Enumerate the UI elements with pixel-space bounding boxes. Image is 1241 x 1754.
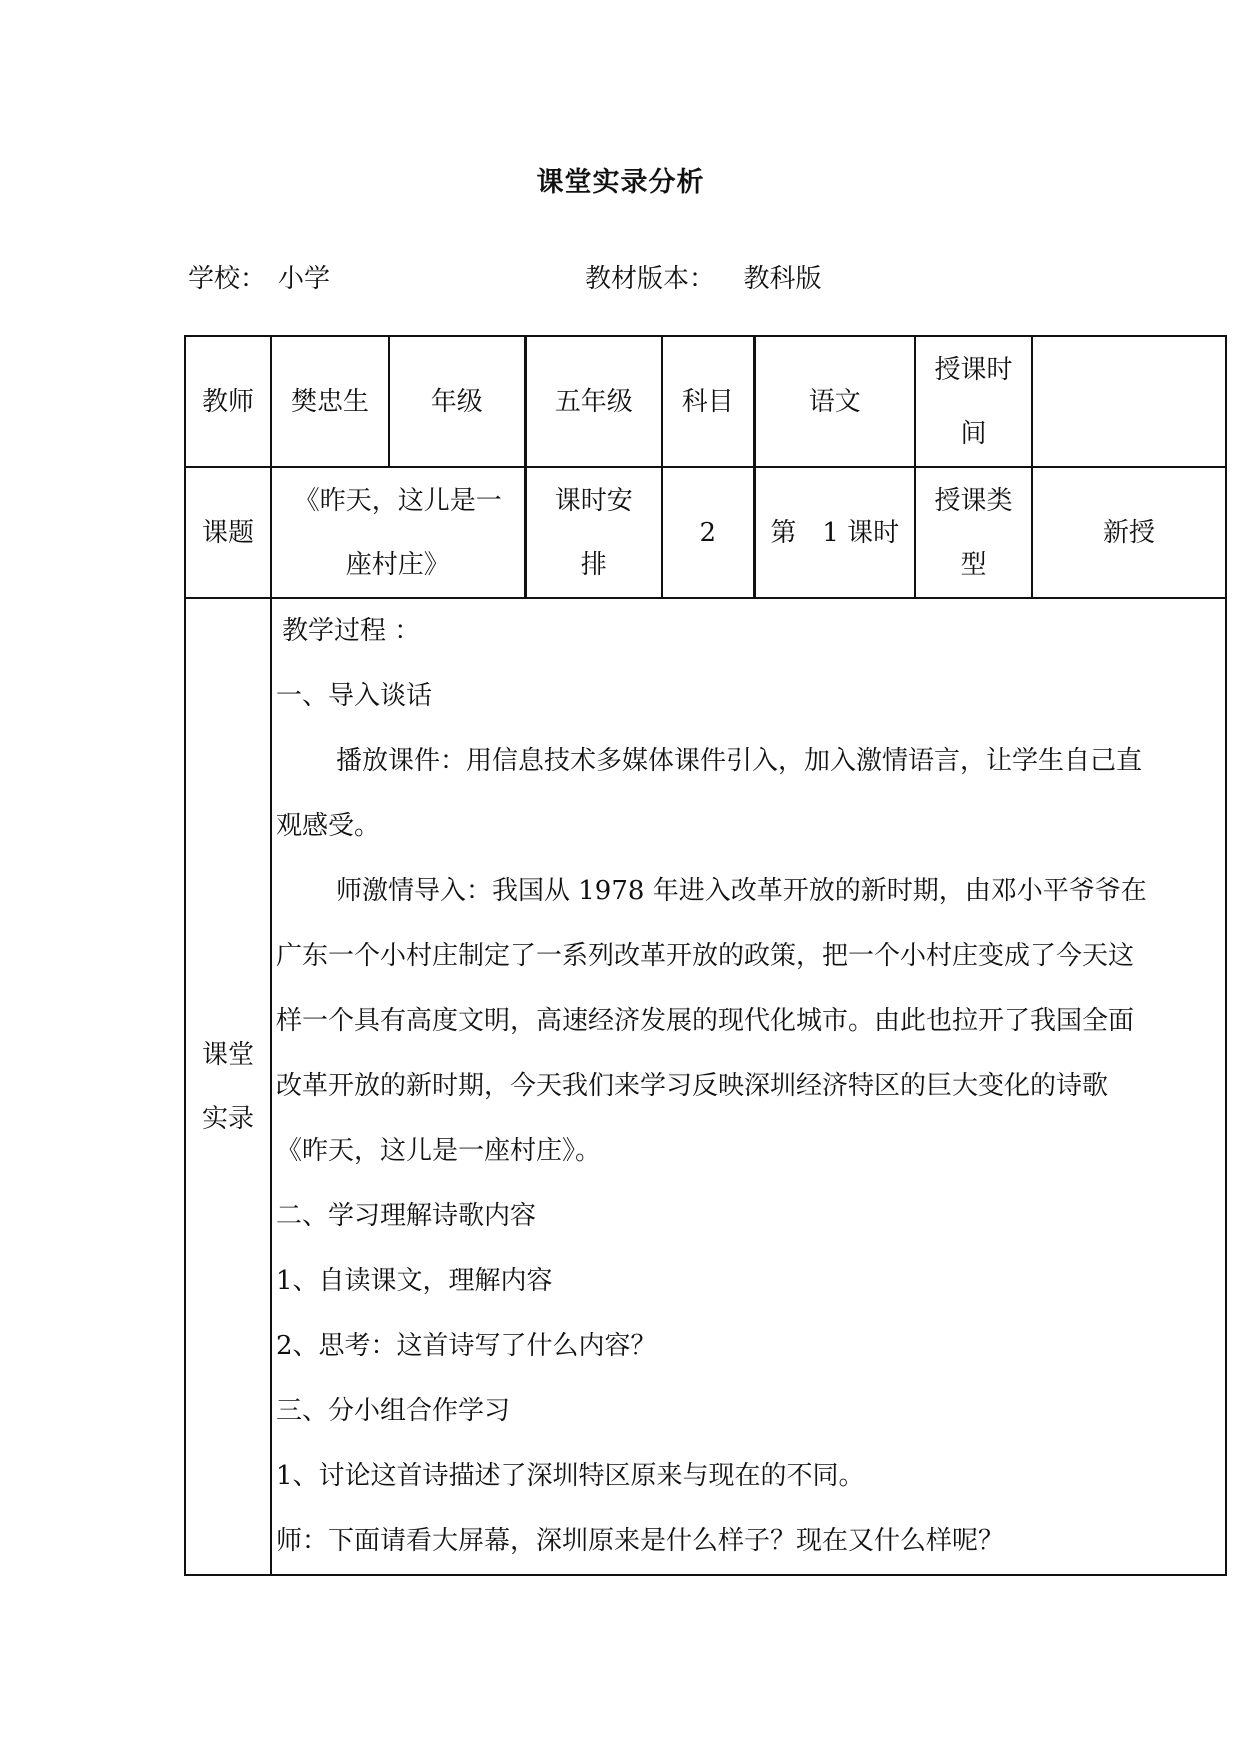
teacher-value: 樊忠生 xyxy=(271,336,389,467)
grade-label: 年级 xyxy=(389,336,525,467)
content-line: 观感受。 xyxy=(276,811,381,841)
content-line: 教学过程 ： xyxy=(282,616,421,646)
topic-value-line-2: 座村庄》 xyxy=(345,549,450,580)
content-line: 一、导入谈话 xyxy=(276,681,433,711)
record-label xyxy=(185,598,271,1575)
type-label-line-1: 授课类 xyxy=(934,485,1013,516)
teacher-label: 教师 xyxy=(185,336,271,467)
content-line: 三、分小组合作学习 xyxy=(276,1396,511,1426)
record-label-line-2: 实录 xyxy=(201,1103,254,1134)
edition-value: 教科版 xyxy=(743,264,822,294)
hours-label-line-2: 排 xyxy=(580,549,607,580)
content-line: 《昨天，这儿是一座村庄》。 xyxy=(276,1136,602,1166)
table-row-teacher xyxy=(185,336,1226,467)
hours-label-line-1: 课时安 xyxy=(554,485,633,516)
content-line: 播放课件：用信息技术多媒体课件引入，加入激情语言，让学生自己直 xyxy=(336,746,1143,776)
content-line: 样一个具有高度文明，高速经济发展的现代化城市。由此也拉开了我国全面 xyxy=(276,1006,1135,1036)
content-line: 广东一个小村庄制定了一系列改革开放的政策，把一个小村庄变成了今天这 xyxy=(276,941,1135,971)
time-label-line-2: 间 xyxy=(960,418,987,449)
topic-label: 课题 xyxy=(185,467,271,598)
period-value: 第 1 课时 xyxy=(754,467,915,598)
edition-label: 教材版本： xyxy=(585,264,716,294)
time-value xyxy=(1032,336,1226,467)
table-row-record xyxy=(185,598,1226,1575)
school-info xyxy=(188,258,330,295)
subject-value: 语文 xyxy=(754,336,915,467)
document-title: 课堂实录分析 xyxy=(536,167,705,198)
school-label: 学校： xyxy=(188,264,267,294)
record-content xyxy=(271,598,1226,1575)
school-value: 小学 xyxy=(278,264,331,294)
topic-value-line-1: 《昨天，这儿是一 xyxy=(293,485,502,516)
record-label-line-1: 课堂 xyxy=(201,1039,254,1070)
lesson-table xyxy=(184,335,1227,1576)
content-line: 1、讨论这首诗描述了深圳特区原来与现在的不同。 xyxy=(276,1461,865,1491)
time-label-line-1: 授课时 xyxy=(934,354,1013,385)
content-line: 1、自读课文，理解内容 xyxy=(276,1266,553,1296)
content-line: 二、学习理解诗歌内容 xyxy=(276,1201,537,1231)
content-line: 2、思考：这首诗写了什么内容？ xyxy=(276,1331,657,1361)
time-label xyxy=(915,336,1032,467)
table-row-topic xyxy=(185,467,1226,598)
type-value: 新授 xyxy=(1032,467,1226,598)
edition-info xyxy=(585,258,822,295)
type-label-line-2: 型 xyxy=(960,549,987,580)
topic-value xyxy=(271,467,525,598)
content-line: 师：下面请看大屏幕，深圳原来是什么样子？现在又什么样呢？ xyxy=(276,1526,1005,1556)
hours-value: 2 xyxy=(662,467,754,598)
hours-label xyxy=(525,467,662,598)
subject-label: 科目 xyxy=(662,336,754,467)
content-line: 改革开放的新时期，今天我们来学习反映深圳经济特区的巨大变化的诗歌 xyxy=(276,1071,1109,1101)
type-label xyxy=(915,467,1032,598)
content-line: 师激情导入：我国从 1978 年进入改革开放的新时期，由邓小平爷爷在 xyxy=(336,876,1147,906)
grade-value: 五年级 xyxy=(525,336,662,467)
